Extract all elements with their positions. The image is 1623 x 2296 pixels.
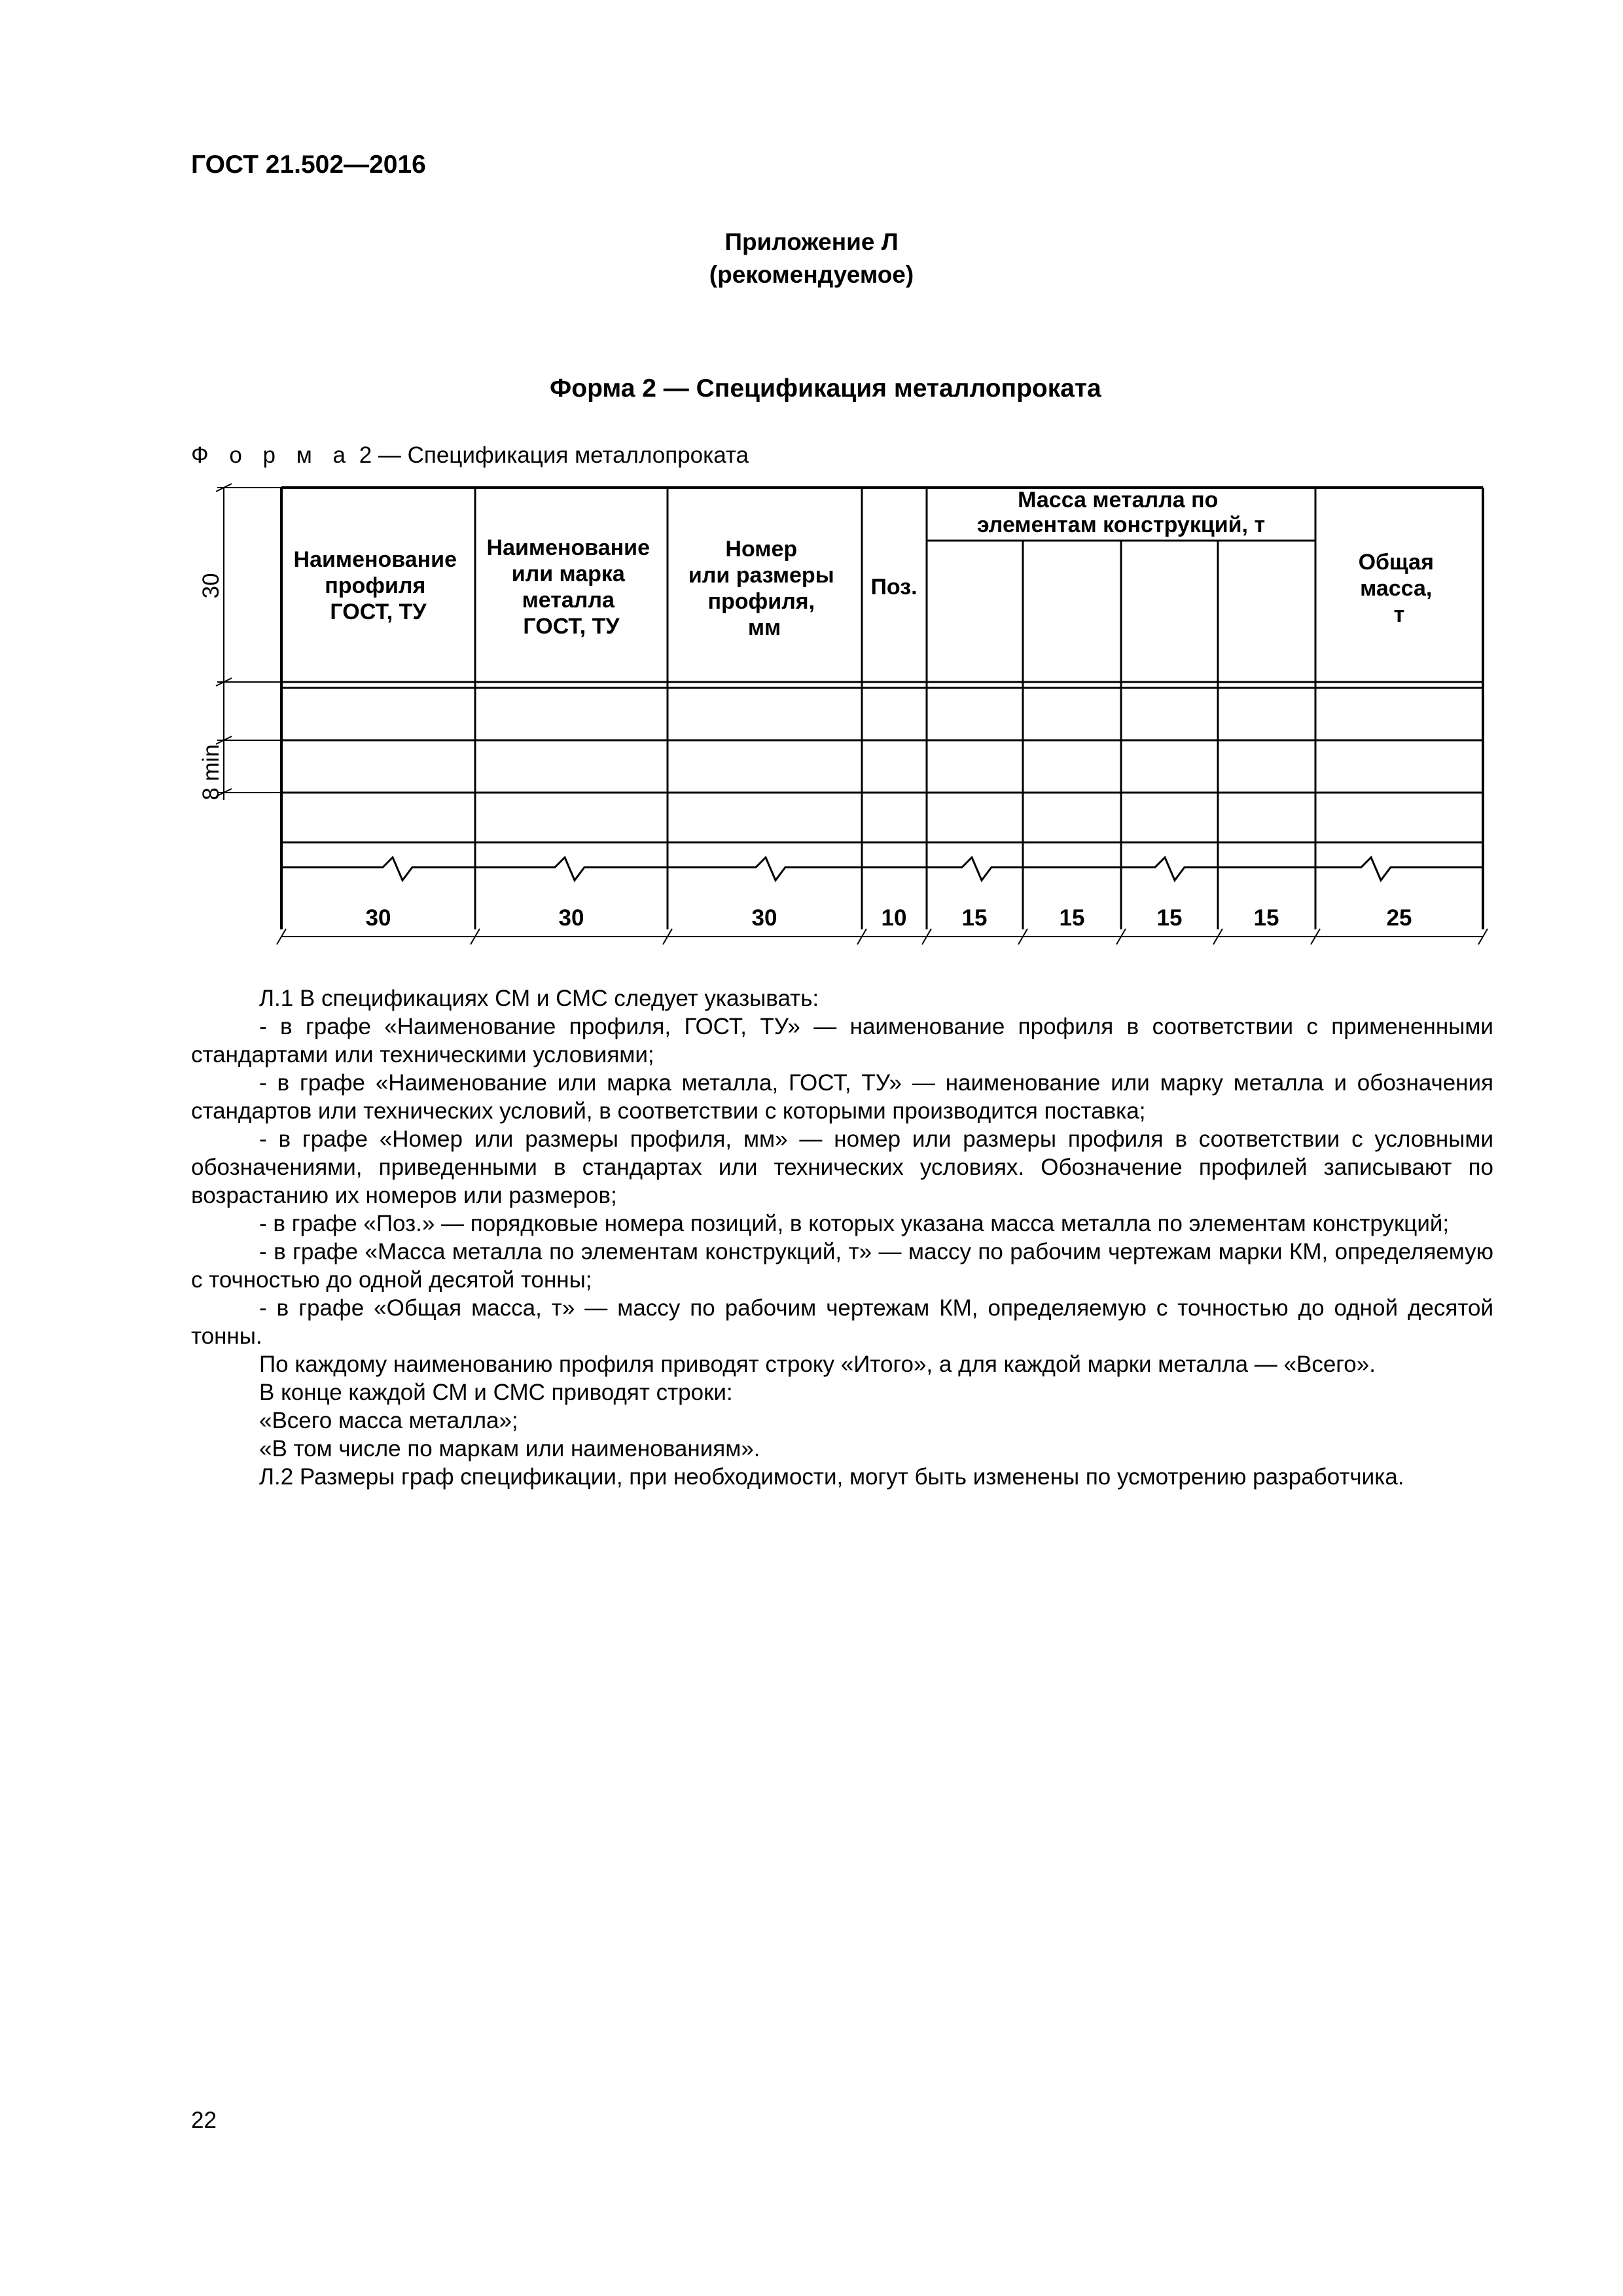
header-position [870,575,917,600]
paragraph-position: - в графе «Поз.» — порядковые номера позиций, в которых указана масса металла по элементам конструкций; [259,1211,1450,1236]
width-col4: 10 [881,905,907,931]
header-col2-line3: металла [522,588,615,613]
width-col7: 15 [1156,905,1183,931]
width-col1: 30 [365,905,391,931]
header-total-line3: т [1393,602,1405,627]
paragraph-profile-name: - в графе «Наименование профиля, ГОСТ, ТУ» — наименование профиля в соответствии с примененными стандартами или техническими условиями; [191,1014,1493,1067]
paragraph-l1: Л.1 В спецификациях СМ и СМС следует указывать: [259,986,819,1011]
header-steel-grade [487,535,656,639]
paragraph-mass-elements: - в графе «Масса металла по элементам конструкций, т» — массу по рабочим чертежам марки КМ, определяемую с точностью до одной десятой тонны; [191,1239,1493,1293]
paragraph-including: «В том числе по маркам или наименованиям». [259,1436,760,1462]
form-caption-rest: 2 — Спецификация металлопроката [352,442,749,468]
width-col8: 15 [1253,905,1279,931]
header-total-line2: масса, [1360,576,1433,601]
paragraph-totals: По каждому наименованию профиля приводят строку «Итого», а для каждой марки металла — «Всего». [259,1352,1376,1377]
header-col1-line2: профиля [325,573,426,598]
appendix-status: (рекомендуемое) [709,261,914,288]
header-col3-line2: или размеры [688,563,834,588]
width-col5: 15 [961,905,988,931]
height-header-label: 30 [198,573,224,599]
header-col1-line1: Наименование [293,547,457,572]
header-col4-line1: Поз. [870,575,918,600]
header-col3-line4: мм [747,615,781,640]
header-col3-line3: профиля, [707,589,815,614]
width-col3: 30 [751,905,777,931]
header-col2-line1: Наименование [486,535,650,560]
form-caption-word: Ф о р м а [191,442,353,468]
header-profile-name [294,547,463,624]
paragraph-total-metal: «Всего масса металла»; [259,1408,518,1433]
break-line [281,857,1483,880]
explanatory-text [191,984,1493,1491]
header-col2-line4: ГОСТ, ТУ [523,614,620,639]
width-col6: 15 [1059,905,1085,931]
width-col2: 30 [558,905,584,931]
header-mass-by-elements [977,488,1265,537]
form-title: Форма 2 — Спецификация металлопроката [550,374,1101,403]
header-mass-line2: элементам конструкций, т [976,512,1266,537]
paragraph-end-rows: В конце каждой СМ и СМС приводят строки: [259,1380,733,1405]
paragraph-steel-grade: - в графе «Наименование или марка металла, ГОСТ, ТУ» — наименование или марку металла и обозначения стандартов или технических условий, в соответствии с которыми производится поставка; [191,1070,1493,1124]
header-mass-line1: Масса металла по [1018,488,1219,512]
header-profile-size [688,537,840,640]
height-row-label: 8 min [198,744,224,800]
header-total-mass [1359,550,1440,627]
width-col9: 25 [1386,905,1412,931]
header-col2-line2: или марка [511,562,625,586]
header-col3-line1: Номер [725,537,798,562]
header-total-line1: Общая [1358,550,1434,575]
document-code: ГОСТ 21.502—2016 [191,151,426,179]
paragraph-l2: Л.2 Размеры граф спецификации, при необходимости, могут быть изменены по усмотрению разработчика. [259,1464,1404,1490]
appendix-title: Приложение Л [724,228,899,255]
page-number: 22 [191,2108,217,2133]
paragraph-total-mass: - в графе «Общая масса, т» — массу по рабочим чертежам КМ, определяемую с точностью до одной десятой тонны. [191,1295,1493,1349]
header-col1-line3: ГОСТ, ТУ [330,600,427,624]
paragraph-profile-size: - в графе «Номер или размеры профиля, мм» — номер или размеры профиля в соответствии с условными обозначениями, приведенными в стандартах или технических условиях. Обозначение профилей записывают по возрастанию их номеров или размеров; [191,1126,1493,1208]
specification-form [0,0,1623,982]
